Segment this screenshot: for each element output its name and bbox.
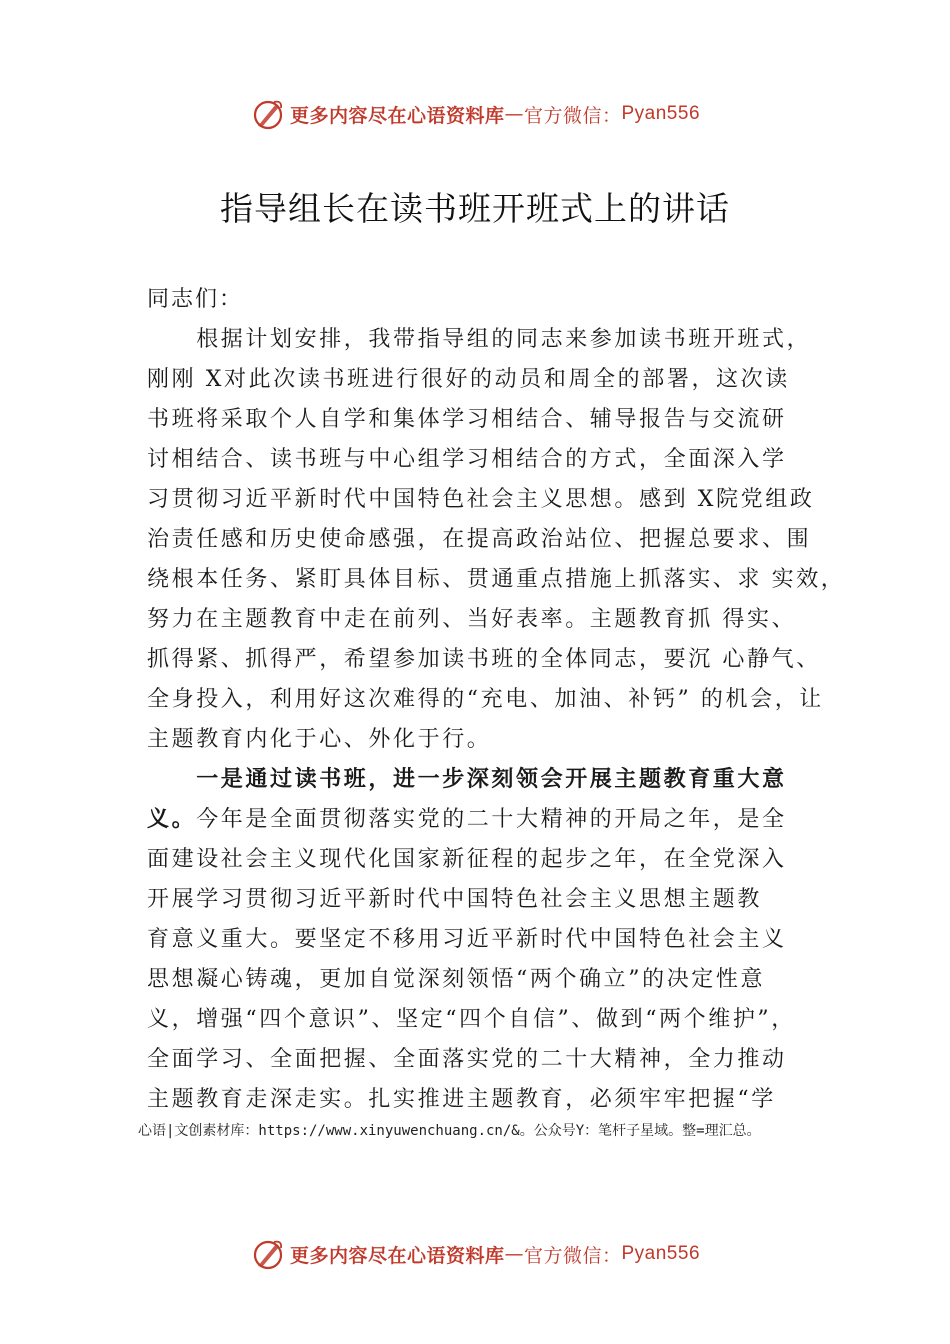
body-line: 治责任感和历史使命感强，在提高政治站位、把握总要求、围 [147, 527, 812, 552]
banner-separator: — [504, 103, 524, 125]
body-line: 主题教育内化于心、外化于行。 [147, 727, 492, 752]
body-line: 根据计划安排，我带指导组的同志来参加读书班开班式， [147, 327, 812, 352]
section-heading-tail: 义。 [147, 806, 197, 832]
footer-banner [0, 1234, 950, 1274]
body-line: 全面学习、全面把握、全面落实党的二十大精神，全力推动 [147, 1047, 787, 1072]
body-line: 努力在主题教育中走在前列、当好表率。主题教育抓 得实、 [147, 607, 797, 632]
banner-wechat-id: Pyan556 [621, 1243, 701, 1264]
source-footnote: 心语|文创素材库：https://www.xinyuwenchuang.cn/&。公众号Y：笔杆子星域。整=理汇总。 [138, 1123, 761, 1139]
banner-wechat-label: 官方微信： [523, 104, 622, 127]
body-line: 讨相结合、读书班与中心组学习相结合的方式，全面深入学 [147, 447, 787, 472]
banner-separator: — [504, 1243, 524, 1265]
body-line: 思想凝心铸魂，更加自觉深刻领悟“两个确立”的决定性意 [147, 967, 766, 992]
section-heading-line: 一是通过读书班，进一步深刻领会开展主题教育重大意 [147, 766, 787, 792]
body-line-rest: 今年是全面贯彻落实党的二十大精神的开局之年，是全 [196, 807, 787, 832]
body-line: 面建设社会主义现代化国家新征程的起步之年，在全党深入 [147, 847, 787, 872]
body-line: 主题教育走深走实。扎实推进主题教育，必须牢牢把握“学 [147, 1087, 776, 1112]
body-line: 育意义重大。要坚定不移用习近平新时代中国特色社会主义 [147, 927, 787, 952]
quill-logo-icon [250, 96, 286, 132]
body-line: 绕根本任务、紧盯具体目标、贯通重点措施上抓落实、求 实效， [147, 567, 846, 592]
banner-brand: 更多内容尽在心语资料库 [289, 1244, 505, 1267]
document-title: 指导组长在读书班开班式上的讲话 [220, 189, 730, 228]
body-line: 抓得紧、抓得严，希望参加读书班的全体同志，要沉 心静气、 [147, 647, 821, 672]
banner-brand: 更多内容尽在心语资料库 [289, 104, 505, 127]
section-heading-continuation [147, 802, 787, 836]
banner-wechat-label: 官方微信： [523, 1244, 622, 1267]
quill-logo-icon [250, 1236, 286, 1272]
body-line: 习贯彻习近平新时代中国特色社会主义思想。感到 X院党组政 [147, 487, 815, 512]
body-line: 全身投入，利用好这次难得的“充电、加油、补钙” 的机会，让 [147, 687, 824, 712]
header-banner [0, 94, 950, 134]
body-line: 刚刚 X对此次读书班进行很好的动员和周全的部署，这次读 [147, 367, 790, 392]
greeting: 同志们： [147, 287, 244, 312]
body-line: 义，增强“四个意识”、坚定“四个自信”、做到“两个维护”， [147, 1007, 796, 1032]
banner-wechat-id: Pyan556 [621, 103, 701, 124]
body-line: 书班将采取个人自学和集体学习相结合、辅导报告与交流研 [147, 407, 787, 432]
body-line: 开展学习贯彻习近平新时代中国特色社会主义思想主题教 [147, 887, 763, 912]
